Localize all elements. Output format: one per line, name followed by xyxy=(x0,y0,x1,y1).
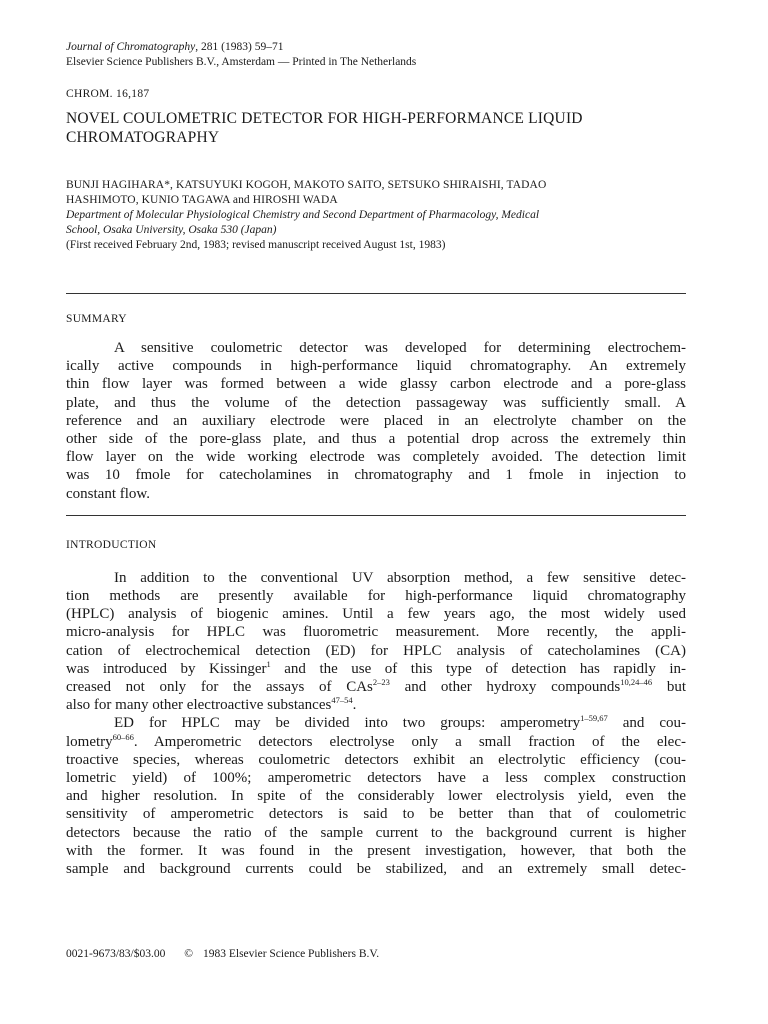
intro-line: lometric yield) of 100%; amperometric detectors have a less complex construction xyxy=(66,770,686,787)
intro-text: . Amperometric detectors electrolyse only a small fraction of the elec- xyxy=(133,733,686,750)
summary-line: thin flow layer was formed between a wide glassy carbon electrode and a pore-glass xyxy=(66,376,686,393)
intro-text: and the use of this type of detection has rapidly in- xyxy=(270,660,686,677)
page-footer xyxy=(66,948,686,960)
summary-line: A sensitive coulometric detector was developed for determining electrochem- xyxy=(114,340,686,356)
affiliation-line: Department of Molecular Physiological Chemistry and Second Department of Pharmacology, Medical xyxy=(66,209,540,221)
intro-text: also for many other electroactive substances xyxy=(66,697,332,714)
affiliation-line: School, Osaka University, Osaka 530 (Japan) xyxy=(66,224,277,236)
intro-line: and higher resolution. In spite of the considerably lower electrolysis yield, even the xyxy=(66,788,686,805)
intro-text: was introduced by Kissinger xyxy=(66,660,267,677)
affiliation xyxy=(66,208,686,238)
article-title xyxy=(66,109,686,147)
reference-superscript: 2–23 xyxy=(372,677,390,688)
copyright-symbol: © xyxy=(184,948,193,960)
publisher-line: Elsevier Science Publishers B.V., Amsterdam — Printed in The Netherlands xyxy=(66,56,417,68)
intro-line xyxy=(66,678,686,696)
intro-line xyxy=(66,733,686,751)
journal-volume-pages: , 281 (1983) 59–71 xyxy=(195,41,284,53)
intro-line xyxy=(66,714,686,732)
author-list xyxy=(66,178,686,208)
intro-text: but xyxy=(652,679,686,696)
journal-citation xyxy=(66,40,686,55)
reference-superscript: 1 xyxy=(266,658,271,669)
reference-superscript: 10,24–46 xyxy=(620,677,653,688)
intro-line: with the former. It was found in the present investigation, however, that both the xyxy=(66,842,686,859)
chrom-number: CHROM. 16,187 xyxy=(66,88,150,100)
intro-line: (HPLC) analysis of biogenic amines. Until a few years ago, the most widely used xyxy=(66,606,686,623)
summary-line: reference and an auxiliary electrode were placed in an electrolyte chamber on the xyxy=(66,412,686,429)
reference-superscript: 1–59,67 xyxy=(580,713,608,724)
intro-line: tion methods are presently available for high-performance liquid chromatography xyxy=(66,588,686,605)
reference-superscript: 47–54 xyxy=(331,695,353,706)
received-dates: (First received February 2nd, 1983; revised manuscript received August 1st, 1983) xyxy=(66,239,446,251)
divider-bottom xyxy=(66,515,686,516)
intro-text: creased not only for the assays of CAs xyxy=(66,679,373,696)
intro-line: micro-analysis for HPLC was fluorometric measurement. More recently, the appli- xyxy=(66,624,686,641)
title-line: CHROMATOGRAPHY xyxy=(66,129,220,146)
intro-text: and other hydroxy compounds xyxy=(389,679,621,696)
summary-line: plate, and thus the volume of the detection passageway was sufficiently small. A xyxy=(66,394,686,411)
introduction-paragraph-1 xyxy=(66,569,686,715)
issn-price-code: 0021-9673/83/$03.00 xyxy=(66,948,166,960)
reference-superscript: 60–66 xyxy=(112,731,134,742)
intro-text: and cou- xyxy=(607,715,687,732)
summary-line: other side of the pore-glass plate, and thus a potential drop across the extremely thin xyxy=(66,431,686,448)
intro-line: cation of electrochemical detection (ED) for HPLC analysis of catecholamines (CA) xyxy=(66,642,686,659)
summary-heading: SUMMARY xyxy=(66,313,127,325)
intro-line: troactive species, whereas coulometric detectors exhibit an electrolytic efficiency (cou- xyxy=(66,751,686,768)
summary-paragraph xyxy=(66,339,686,503)
intro-line: In addition to the conventional UV absorption method, a few sensitive detec- xyxy=(114,569,686,586)
intro-text: lometry xyxy=(66,733,113,750)
intro-line xyxy=(66,660,686,678)
intro-line xyxy=(66,696,686,714)
summary-line: ically active compounds in high-performance liquid chromatography. An extremely xyxy=(66,358,686,375)
divider-top xyxy=(66,293,686,294)
intro-text: . xyxy=(352,697,357,714)
intro-line: sample and background currents could be stabilized, and an extremely small detec- xyxy=(66,861,686,878)
introduction-paragraph-2 xyxy=(66,714,686,878)
authors-line: HASHIMOTO, KUNIO TAGAWA and HIROSHI WADA xyxy=(66,194,338,206)
intro-line: sensitivity of amperometric detectors is said to be better than that of coulometric xyxy=(66,806,686,823)
article-page xyxy=(66,40,686,878)
summary-line: was 10 fmole for catecholamines in chromatography and 1 fmole in injection to xyxy=(66,467,686,484)
journal-name: Journal of Chromatography xyxy=(66,41,196,53)
intro-text: ED for HPLC may be divided into two groups: amperometry xyxy=(114,715,581,732)
summary-line: constant flow. xyxy=(66,485,151,502)
title-line: NOVEL COULOMETRIC DETECTOR FOR HIGH-PERFORMANCE LIQUID xyxy=(66,110,583,127)
summary-line: flow layer on the wide working electrode was completely avoided. The detection limit xyxy=(66,449,686,466)
intro-line: detectors because the ratio of the sample current to the background current is higher xyxy=(66,824,686,841)
authors-line: BUNJI HAGIHARA*, KATSUYUKI KOGOH, MAKOTO SAITO, SETSUKO SHIRAISHI, TADAO xyxy=(66,179,547,191)
introduction-heading: INTRODUCTION xyxy=(66,538,157,551)
copyright-text: 1983 Elsevier Science Publishers B.V. xyxy=(202,948,380,960)
